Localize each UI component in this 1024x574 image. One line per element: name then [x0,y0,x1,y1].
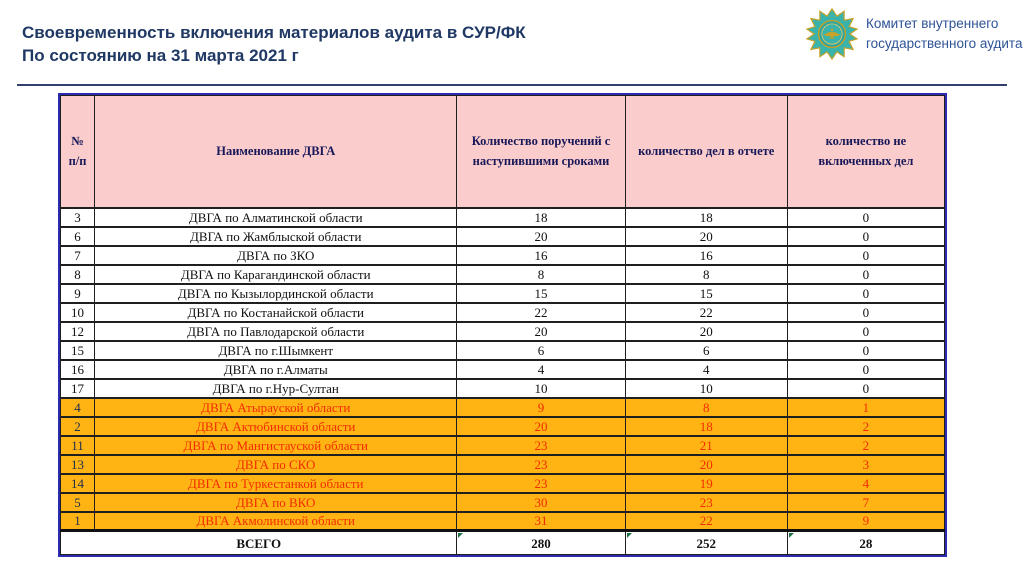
table-row [61,284,945,303]
table-header-row [61,96,945,208]
row-not-included-cell: 0 [787,322,944,341]
row-assigned-cell: 23 [457,474,625,493]
row-assigned-cell: 22 [457,303,625,322]
table-row [61,474,945,493]
title-divider [17,84,1007,86]
row-assigned-cell: 10 [457,379,625,398]
table-total-row [61,531,945,555]
row-name-cell: ДВГА по Карагандинской области [95,265,457,284]
table-row [61,379,945,398]
row-in-report-cell: 19 [625,474,787,493]
row-assigned-cell: 16 [457,246,625,265]
total-not-included-cell [787,531,944,555]
row-in-report-cell: 6 [625,341,787,360]
table-row [61,341,945,360]
row-num-cell: 12 [61,322,95,341]
row-name-cell: ДВГА Акмолинской области [95,512,457,531]
committee-emblem-icon [806,8,858,60]
row-in-report-cell: 8 [625,398,787,417]
row-num-cell: 7 [61,246,95,265]
row-assigned-cell: 15 [457,284,625,303]
row-num-cell: 15 [61,341,95,360]
org-header [806,8,1022,60]
table-row [61,246,945,265]
row-in-report-cell: 21 [625,436,787,455]
row-assigned-cell: 4 [457,360,625,379]
row-in-report-cell: 10 [625,379,787,398]
row-in-report-cell: 20 [625,455,787,474]
row-not-included-cell: 2 [787,417,944,436]
org-name-line1: Комитет внутреннего [866,16,999,32]
row-num-cell: 6 [61,227,95,246]
row-num-cell: 4 [61,398,95,417]
row-name-cell: ДВГА по Туркестанкой области [95,474,457,493]
row-not-included-cell: 0 [787,227,944,246]
row-num-cell: 16 [61,360,95,379]
row-in-report-cell: 18 [625,208,787,227]
table-row [61,398,945,417]
row-name-cell: ДВГА по СКО [95,455,457,474]
cell-flag-icon [789,533,794,538]
row-num-cell: 11 [61,436,95,455]
table-row [61,360,945,379]
slide-title-line2: По состоянию на 31 марта 2021 г [22,45,299,65]
row-num-cell: 10 [61,303,95,322]
row-name-cell: ДВГА по ВКО [95,493,457,512]
row-in-report-cell: 20 [625,227,787,246]
total-assigned-value: 280 [531,535,551,551]
row-assigned-cell: 8 [457,265,625,284]
col-header-not-included: количество не включенных дел [787,96,944,208]
row-name-cell: ДВГА Актюбинской области [95,417,457,436]
row-assigned-cell: 6 [457,341,625,360]
row-not-included-cell: 0 [787,360,944,379]
row-name-cell: ДВГА по ЗКО [95,246,457,265]
row-name-cell: ДВГА по Мангистауской области [95,436,457,455]
row-not-included-cell: 0 [787,265,944,284]
table-row [61,455,945,474]
table-row [61,227,945,246]
table-row [61,512,945,531]
row-assigned-cell: 23 [457,436,625,455]
org-name-line2: государственного аудита [866,36,1023,51]
slide-title-line1: Своевременность включения материалов аудита в СУР/ФК [22,23,526,42]
row-num-cell: 14 [61,474,95,493]
row-assigned-cell: 23 [457,455,625,474]
row-in-report-cell: 22 [625,512,787,531]
row-in-report-cell: 4 [625,360,787,379]
row-name-cell: ДВГА Атырауской области [95,398,457,417]
row-num-cell: 3 [61,208,95,227]
row-assigned-cell: 9 [457,398,625,417]
row-assigned-cell: 31 [457,512,625,531]
table-row [61,303,945,322]
row-in-report-cell: 16 [625,246,787,265]
row-in-report-cell: 8 [625,265,787,284]
row-not-included-cell: 0 [787,341,944,360]
table-row [61,322,945,341]
row-not-included-cell: 0 [787,379,944,398]
row-in-report-cell: 15 [625,284,787,303]
table-row [61,208,945,227]
row-not-included-cell: 0 [787,284,944,303]
row-not-included-cell: 3 [787,455,944,474]
row-not-included-cell: 0 [787,208,944,227]
row-not-included-cell: 7 [787,493,944,512]
table-row [61,265,945,284]
cell-flag-icon [458,533,463,538]
row-num-cell: 1 [61,512,95,531]
cell-flag-icon [627,533,632,538]
row-not-included-cell: 9 [787,512,944,531]
row-in-report-cell: 23 [625,493,787,512]
row-not-included-cell: 2 [787,436,944,455]
col-header-assigned: Количество поручений с наступившими сроками [457,96,625,208]
row-name-cell: ДВГА по Костанайской области [95,303,457,322]
col-header-num: № п/п [61,96,95,208]
total-assigned-cell [457,531,625,555]
table-row [61,436,945,455]
row-name-cell: ДВГА по г.Шымкент [95,341,457,360]
col-header-in-report: количество дел в отчете [625,96,787,208]
row-in-report-cell: 18 [625,417,787,436]
row-not-included-cell: 0 [787,303,944,322]
total-in-report-cell [625,531,787,555]
total-label-cell: ВСЕГО [61,531,457,555]
total-in-report-value: 252 [696,535,716,551]
row-name-cell: ДВГА по Жамблыской области [95,227,457,246]
row-name-cell: ДВГА по г.Алматы [95,360,457,379]
row-assigned-cell: 20 [457,322,625,341]
row-in-report-cell: 20 [625,322,787,341]
row-num-cell: 9 [61,284,95,303]
col-header-name: Наименование ДВГА [95,96,457,208]
org-name [866,14,1022,53]
row-assigned-cell: 18 [457,208,625,227]
row-in-report-cell: 22 [625,303,787,322]
row-num-cell: 13 [61,455,95,474]
row-num-cell: 2 [61,417,95,436]
row-name-cell: ДВГА по Алматинской области [95,208,457,227]
row-num-cell: 17 [61,379,95,398]
row-assigned-cell: 20 [457,227,625,246]
row-name-cell: ДВГА по Павлодарской области [95,322,457,341]
audit-table [58,93,947,557]
row-not-included-cell: 4 [787,474,944,493]
table-row [61,417,945,436]
slide-title [22,22,742,68]
row-assigned-cell: 30 [457,493,625,512]
row-num-cell: 8 [61,265,95,284]
row-name-cell: ДВГА по Кызылординской области [95,284,457,303]
row-num-cell: 5 [61,493,95,512]
row-name-cell: ДВГА по г.Нур-Султан [95,379,457,398]
row-not-included-cell: 0 [787,246,944,265]
table-row [61,493,945,512]
row-assigned-cell: 20 [457,417,625,436]
row-not-included-cell: 1 [787,398,944,417]
total-not-included-value: 28 [859,535,873,551]
